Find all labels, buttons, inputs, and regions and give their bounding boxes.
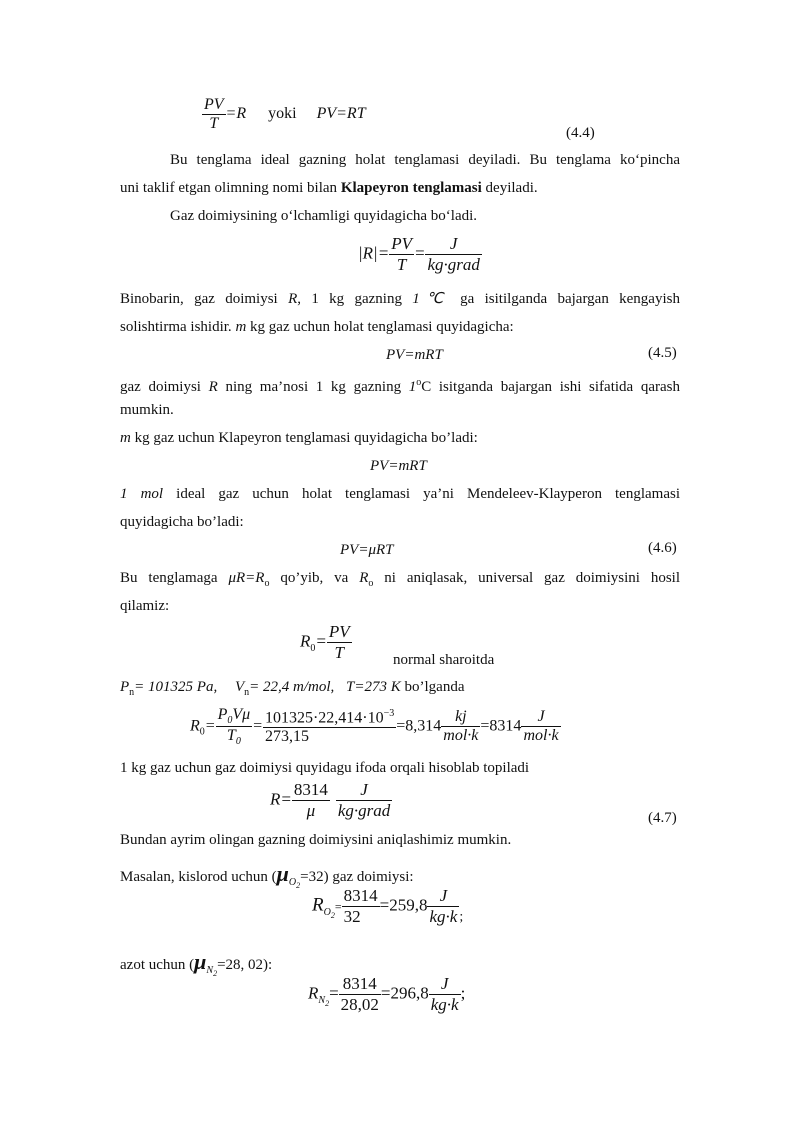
lhs: R bbox=[312, 894, 324, 916]
numerator: J bbox=[427, 886, 459, 907]
numerator: 8314 bbox=[293, 780, 328, 799]
equation-4-4 bbox=[202, 96, 366, 133]
equation-4-5: PV=mRT bbox=[386, 347, 443, 363]
oxygen-constant-equation bbox=[312, 886, 463, 927]
subscript bbox=[324, 907, 335, 918]
or-word: yoki bbox=[268, 105, 297, 123]
text: azot uchun ( bbox=[120, 957, 195, 973]
text: solishtirma ishidir. bbox=[120, 319, 236, 335]
paragraph-1-line2 bbox=[120, 176, 538, 200]
normal-conditions-note: normal sharoitda bbox=[393, 652, 495, 668]
text: uni taklif etgan olimning nomi bilan bbox=[120, 180, 341, 196]
denominator: kg·k bbox=[429, 907, 458, 926]
text: ni aniqlasak, universal gaz doimiysini hosil bbox=[373, 570, 681, 586]
semicolon: ; bbox=[459, 909, 464, 925]
symbol: m bbox=[120, 430, 131, 446]
text: 101325·22,414·10 bbox=[264, 708, 384, 726]
lhs: R bbox=[308, 983, 319, 1003]
equation-number: (4.4) bbox=[566, 125, 595, 141]
fraction bbox=[389, 234, 414, 275]
mu-symbol: μ bbox=[276, 861, 289, 886]
equation-4-6: PV=μRT bbox=[340, 542, 394, 558]
subscript: 2 bbox=[296, 881, 301, 890]
subscript: 0 bbox=[199, 726, 205, 738]
value: =296,8 bbox=[380, 983, 429, 1003]
superscript: −3 bbox=[383, 707, 395, 719]
subscript: o bbox=[264, 578, 270, 589]
paragraph-9: Bundan ayrim olingan gazning doimiysini aniqlashimiz mumkin. bbox=[120, 832, 512, 848]
paragraph-8: 1 kg gaz uchun gaz doimiysi quyidagu ifoda orqali hisoblab topiladi bbox=[120, 760, 530, 776]
numerator: 8314 bbox=[343, 886, 378, 905]
numerator bbox=[216, 706, 253, 727]
equals: = bbox=[252, 717, 263, 735]
value: T=273 K bbox=[346, 679, 401, 695]
numerator: J bbox=[425, 234, 481, 255]
text: Bu tenglama ideal gazning holat tenglamasi deyiladi. Bu tenglama ko‘pincha bbox=[170, 152, 680, 168]
text: bo’lganda bbox=[400, 679, 465, 695]
term: 1 mol bbox=[120, 486, 164, 502]
denominator: μ bbox=[306, 801, 316, 820]
paragraph-4-line1 bbox=[120, 371, 680, 399]
fraction bbox=[427, 886, 459, 927]
symbol: m bbox=[235, 319, 247, 335]
text: =32) gaz doimiysi: bbox=[300, 869, 414, 885]
denominator: 32 bbox=[343, 907, 361, 926]
equals: = bbox=[329, 983, 339, 1003]
fraction bbox=[292, 780, 330, 821]
numerator: PV bbox=[328, 622, 350, 641]
equation-number: (4.5) bbox=[648, 345, 677, 361]
r0-equation bbox=[300, 622, 352, 663]
text: ning ma’nosi 1 kg gazning bbox=[217, 379, 409, 395]
text: qo’yib, va bbox=[269, 570, 360, 586]
paragraph-7-line1 bbox=[120, 566, 680, 596]
rhs: =R bbox=[225, 105, 247, 123]
paragraph-3-line1 bbox=[120, 287, 680, 311]
text: gaz doimiysi bbox=[120, 379, 209, 395]
numerator: J bbox=[336, 780, 392, 801]
numerator: J bbox=[521, 708, 560, 727]
subscript: 0 bbox=[310, 642, 316, 654]
numerator bbox=[263, 708, 396, 728]
paragraph-7-line2: qilamiz: bbox=[120, 598, 170, 614]
denominator: kg·grad bbox=[337, 801, 391, 820]
paragraph-1-line1 bbox=[170, 148, 680, 172]
paragraph-2: Gaz doimiysining o‘lchamligi quyidagicha bo‘ladi. bbox=[170, 208, 478, 224]
dimension-equation bbox=[358, 234, 482, 275]
denominator: kg·k bbox=[430, 995, 459, 1014]
text: kg gaz uchun Klapeyron tenglamasi quyidagicha bo’ladi: bbox=[130, 430, 478, 446]
paragraph-11 bbox=[120, 950, 272, 986]
subscript: 2 bbox=[325, 998, 330, 1008]
symbol: V bbox=[234, 679, 245, 695]
subscript: 0 bbox=[227, 715, 233, 727]
text: ideal gaz uchun holat tenglamasi ya’ni Mendeleev-Klayperon tenglamasi bbox=[163, 486, 681, 502]
text: deyiladi. bbox=[481, 180, 538, 196]
subscript: 0 bbox=[235, 736, 241, 748]
nitrogen-constant-equation bbox=[308, 974, 465, 1015]
text: , 1 kg gazning bbox=[297, 291, 413, 307]
equation-number: (4.7) bbox=[648, 810, 677, 826]
subscript bbox=[289, 877, 300, 888]
text: N bbox=[318, 994, 326, 1006]
denominator: T bbox=[334, 643, 344, 662]
conditions-line bbox=[120, 675, 464, 705]
value: =8,314 bbox=[396, 717, 442, 735]
denominator: T bbox=[209, 115, 219, 132]
text: Vμ bbox=[232, 706, 251, 723]
symbol: R bbox=[208, 379, 218, 395]
subscript bbox=[206, 965, 217, 976]
superscript: o bbox=[416, 377, 422, 388]
text: O bbox=[323, 906, 331, 918]
text: P bbox=[217, 706, 228, 723]
text: Bu tenglamaga bbox=[120, 570, 229, 586]
denominator: mol·k bbox=[443, 727, 479, 745]
value: = 101325 Pa, bbox=[134, 679, 218, 695]
equals: = bbox=[413, 243, 426, 263]
fraction bbox=[263, 708, 396, 746]
equals: = bbox=[334, 899, 342, 914]
text: T bbox=[226, 727, 236, 745]
equation-number: (4.6) bbox=[648, 540, 677, 556]
paragraph-4-line2: mumkin. bbox=[120, 402, 174, 418]
paragraph-3-line2 bbox=[120, 315, 514, 339]
numerator: PV bbox=[204, 96, 224, 113]
fraction bbox=[342, 886, 380, 927]
mu-symbol: μ bbox=[194, 949, 207, 974]
text: N bbox=[206, 965, 214, 976]
denominator: kg·grad bbox=[427, 255, 480, 274]
paragraph-5 bbox=[120, 426, 478, 450]
symbol: 1℃ bbox=[412, 291, 450, 307]
subscript: 2 bbox=[330, 910, 335, 920]
fraction bbox=[339, 974, 381, 1015]
equals: = bbox=[204, 717, 216, 735]
value: =259,8 bbox=[379, 895, 428, 915]
denominator: T bbox=[396, 255, 407, 274]
equation-pv-mrt: PV=mRT bbox=[370, 458, 427, 474]
numerator: PV bbox=[391, 234, 412, 253]
text: ga isitilganda bajargan kengayish bbox=[449, 291, 680, 307]
fraction bbox=[327, 622, 352, 663]
value: = 22,4 m/mol, bbox=[249, 679, 335, 695]
paragraph-6-line2: quyidagicha bo’ladi: bbox=[120, 514, 244, 530]
paragraph-6-line1 bbox=[120, 482, 680, 506]
lhs: R bbox=[190, 717, 200, 735]
numerator: 8314 bbox=[339, 974, 381, 995]
text: kg gaz uchun holat tenglamasi quyidagicha: bbox=[246, 319, 514, 335]
fraction bbox=[441, 708, 480, 745]
denominator: 28,02 bbox=[340, 995, 379, 1014]
symbol: R bbox=[288, 291, 298, 307]
numerator: kj bbox=[441, 708, 480, 727]
equation-4-7 bbox=[270, 780, 392, 821]
symbol: P bbox=[120, 679, 130, 695]
text: O bbox=[288, 877, 297, 888]
subscript: n bbox=[129, 687, 135, 698]
fraction bbox=[429, 974, 461, 1015]
equation-alt: PV=RT bbox=[316, 105, 366, 123]
lhs: R= bbox=[270, 789, 292, 809]
bold-term: Klapeyron tenglamasi bbox=[340, 180, 482, 196]
lhs: |R|= bbox=[358, 243, 390, 263]
fraction bbox=[425, 234, 481, 275]
lhs: R bbox=[300, 631, 311, 651]
value: =8314 bbox=[480, 717, 522, 735]
fraction bbox=[216, 706, 253, 747]
semicolon: ; bbox=[460, 983, 466, 1003]
symbol: 1 bbox=[408, 379, 417, 395]
equals: = bbox=[315, 631, 327, 651]
subscript: n bbox=[244, 687, 250, 698]
denominator: mol·k bbox=[523, 727, 559, 745]
fraction bbox=[202, 96, 226, 133]
denominator: 273,15 bbox=[264, 727, 309, 745]
r0-calculation bbox=[190, 706, 561, 747]
numerator: J bbox=[429, 974, 461, 995]
symbol: R bbox=[359, 570, 369, 586]
fraction bbox=[336, 780, 392, 821]
text: =28, 02): bbox=[217, 957, 273, 973]
denominator bbox=[216, 727, 253, 747]
fraction bbox=[521, 708, 560, 745]
subscript: o bbox=[368, 578, 374, 589]
text: Masalan, kislorod uchun ( bbox=[120, 869, 277, 885]
subscript: 2 bbox=[213, 969, 218, 978]
text: Binobarin, gaz doimiysi bbox=[120, 291, 289, 307]
text: C isitganda bajargan ishi sifatida qarash bbox=[421, 379, 680, 395]
symbol: μR=R bbox=[228, 570, 265, 586]
subscript bbox=[318, 995, 329, 1006]
